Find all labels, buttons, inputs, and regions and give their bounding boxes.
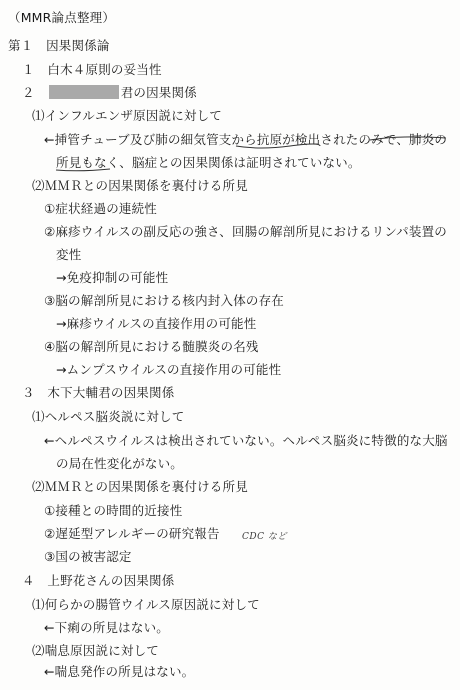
s2-point-2-item-1: ①症状経過の連続性 [44, 201, 158, 216]
part-1-heading: 第１ 因果関係論 [8, 38, 110, 53]
s4-point-2-rebuttal: ←喘息発作の所見はない。 [44, 664, 195, 679]
s3-point-1-rebuttal-line-1: ←ヘルペスウイルスは検出されていない。ヘルペス脳炎に特徴的な大脳 [44, 433, 448, 448]
s2-point-2-item-2-line-2: 変性 [56, 247, 82, 262]
s4-point-1: ⑴何らかの腸管ウイルス原因説に対して [32, 597, 260, 612]
section-3-heading: ３ 木下大輔君の因果関係 [22, 385, 175, 400]
section-2-number: ２ [22, 85, 35, 100]
s2-point-2-item-3-arrow: →麻疹ウイルスの直接作用の可能性 [56, 316, 257, 331]
handwritten-note-cdc: CDC など [242, 532, 287, 542]
s2-point-2-item-4-arrow: →ムンプスウイルスの直接作用の可能性 [56, 362, 282, 377]
s2-point-2-item-2-line-1: ②麻疹ウイルスの副反応の強さ、回腸の解剖所見におけるリンパ装置の [44, 224, 447, 239]
section-2-heading [22, 85, 197, 101]
section-1-heading: １ 白木４原則の妥当性 [22, 62, 162, 77]
s2-point-1-rebuttal-line-1: ←挿管チューブ及び肺の細気管支から抗原が検出されたのみで、肺炎の [44, 132, 448, 147]
s3-point-2-item-1: ①接種との時間的近接性 [44, 503, 183, 518]
s3-point-2-item-2: ②遅延型アレルギーの研究報告 [44, 526, 220, 541]
s2-point-1: ⑴インフルエンザ原因説に対して [32, 108, 223, 123]
s3-point-2: ⑵ＭＭＲとの因果関係を裏付ける所見 [32, 479, 248, 494]
s3-point-1-rebuttal-line-2: の局在性変化がない。 [56, 456, 184, 471]
section-4-heading: ４ 上野花さんの因果関係 [22, 573, 175, 588]
s2-point-1-rebuttal-line-2: 所見もなく、脳症との因果関係は証明されていない。 [56, 155, 361, 170]
s3-point-2-item-3: ③国の被害認定 [44, 549, 132, 564]
s4-point-1-rebuttal: ←下痢の所見はない。 [44, 620, 169, 635]
s2-point-2-item-4: ④脳の解剖所見における髄膜炎の名残 [44, 339, 259, 354]
s3-point-1: ⑴ヘルペス脳炎説に対して [32, 409, 185, 424]
s4-point-2: ⑵喘息原因説に対して [32, 643, 160, 658]
section-2-title: 君の因果関係 [120, 85, 197, 100]
s2-point-2: ⑵ＭＭＲとの因果関係を裏付ける所見 [32, 178, 248, 193]
s2-point-2-item-2-arrow: →免疫抑制の可能性 [56, 270, 169, 285]
doc-header: （MMR論点整理） [8, 10, 116, 25]
s2-point-2-item-3: ③脳の解剖所見における核内封入体の存在 [44, 293, 285, 308]
redacted-name-box [49, 85, 119, 99]
